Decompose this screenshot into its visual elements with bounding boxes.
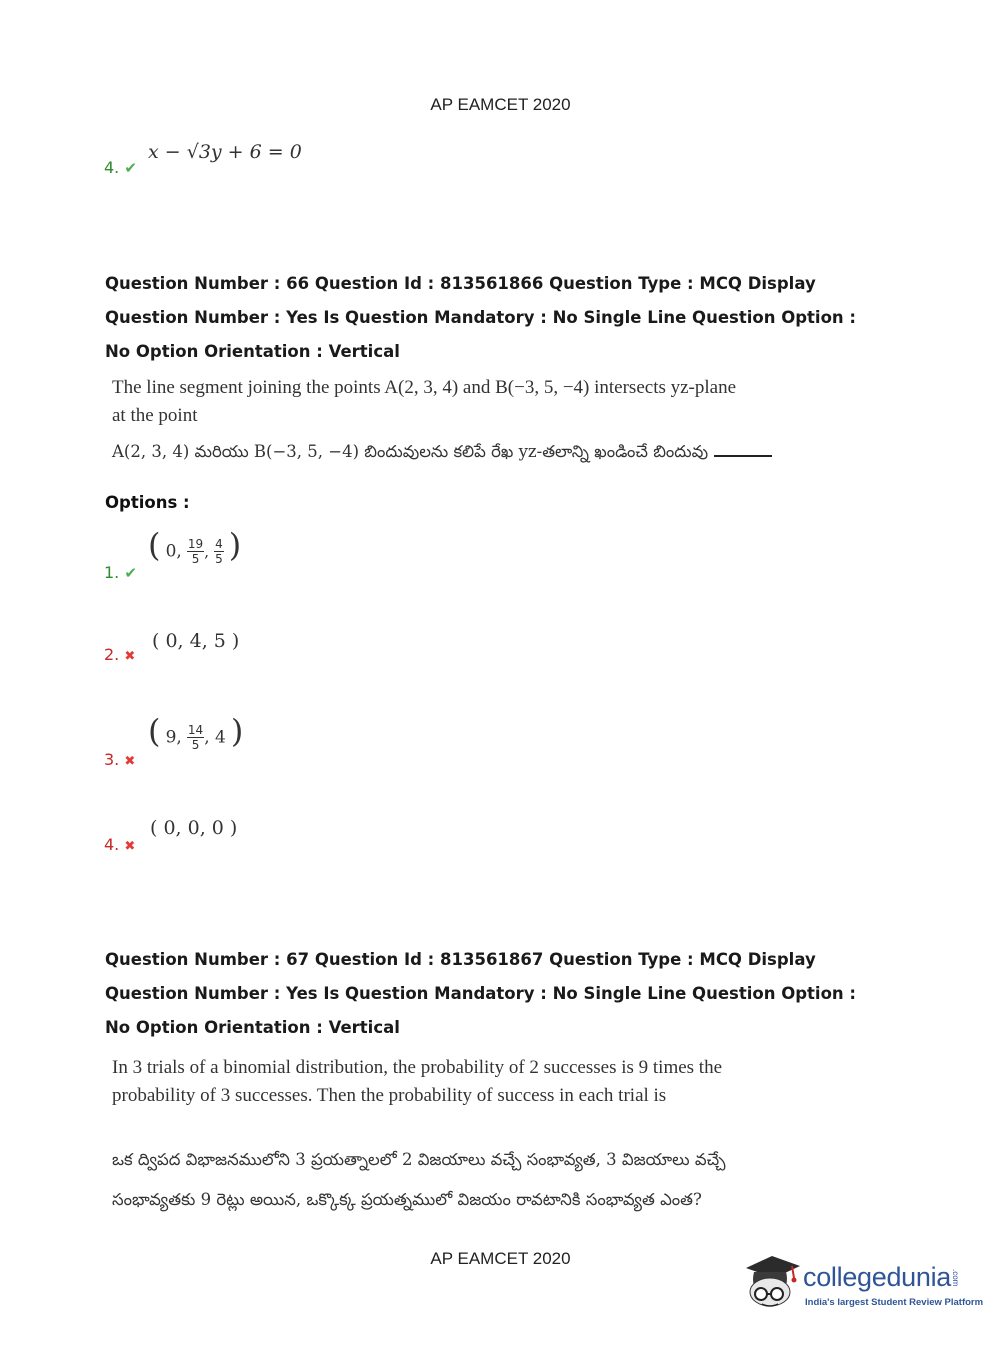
collegedunia-logo[interactable] bbox=[803, 1262, 960, 1293]
logo-tagline: India's largest Student Review Platform bbox=[805, 1297, 984, 1308]
option-number: 2. bbox=[104, 645, 120, 664]
option-2-marker bbox=[104, 645, 135, 664]
fraction bbox=[214, 537, 224, 566]
prev-option-4 bbox=[104, 158, 137, 177]
right-paren: ) bbox=[228, 526, 242, 564]
left-paren: ( bbox=[148, 526, 161, 564]
option-number: 4. bbox=[104, 835, 120, 854]
numerator: 19 bbox=[187, 537, 204, 551]
option-4-marker bbox=[104, 835, 135, 854]
prev-option-equation: x − √3y + 6 = 0 bbox=[148, 141, 302, 163]
option-3-part: 9, bbox=[165, 727, 182, 748]
option-number: 4. bbox=[104, 158, 120, 177]
option-number: 3. bbox=[104, 750, 120, 769]
question-66-meta: Question Number : 66 Question Id : 813561866 Question Type : MCQ Display Question Number : Yes Is Question Mandatory : No Single Line Question Option : No Option Orientation : Vertical bbox=[105, 274, 857, 361]
page-footer: AP EAMCET 2020 bbox=[430, 1249, 571, 1268]
options-label: Options : bbox=[105, 493, 190, 512]
collegedunia-mascot-icon bbox=[742, 1250, 802, 1312]
option-1-marker bbox=[104, 563, 137, 582]
logo-suffix: .com bbox=[951, 1268, 961, 1286]
denominator: 5 bbox=[191, 738, 200, 752]
comma: , bbox=[204, 542, 209, 561]
question-67-stem-te: ఒక ద్విపద విభాజనములోని 3 ప్రయత్నాలలో 2 విజయాలు వచ్చే సంభావ్యత, 3 విజయాలు వచ్చే సంభావ్యతకు 9 రెట్లు అయిన, ఒక్కొక్క ప్రయత్నములో విజయం రావటానికి సంభావ్యత ఎంత? bbox=[112, 1150, 726, 1209]
option-3-value[interactable] bbox=[148, 712, 243, 760]
question-67-stem-en: In 3 trials of a binomial distribution, the probability of 2 successes is 9 times the probability of 3 successes. Then the probability of success in each trial is bbox=[112, 1057, 723, 1106]
question-66-stem-te bbox=[112, 432, 732, 472]
check-icon: ✔ bbox=[124, 159, 137, 177]
stem-te-text: A(2, 3, 4) మరియు B(−3, 5, −4) బిందువులను కలిపే రేఖ yz-తలాన్ని ఖండించే బిందువు bbox=[112, 442, 709, 461]
cross-icon: ✖ bbox=[124, 754, 136, 769]
option-2-value[interactable]: ( 0, 4, 5 ) bbox=[152, 630, 240, 652]
numerator: 14 bbox=[187, 723, 204, 737]
option-1-value[interactable] bbox=[148, 526, 241, 574]
right-paren: ) bbox=[230, 712, 244, 750]
check-icon: ✔ bbox=[124, 564, 137, 582]
numerator: 4 bbox=[215, 537, 223, 551]
fraction bbox=[187, 723, 204, 752]
left-paren: ( bbox=[148, 712, 161, 750]
option-3-marker bbox=[104, 750, 135, 769]
page-header: AP EAMCET 2020 bbox=[430, 95, 571, 114]
cross-icon: ✖ bbox=[124, 649, 136, 664]
question-66-stem-en: The line segment joining the points A(2, 3, 4) and B(−3, 5, −4) intersects yz-plane at the point bbox=[112, 377, 737, 426]
option-3-part-tail: , 4 bbox=[204, 727, 226, 748]
option-1-part: 0, bbox=[165, 541, 182, 562]
denominator: 5 bbox=[191, 552, 200, 566]
option-number: 1. bbox=[104, 563, 120, 582]
option-4-value[interactable]: ( 0, 0, 0 ) bbox=[150, 817, 238, 839]
logo-name: collegedunia bbox=[803, 1262, 952, 1292]
cross-icon: ✖ bbox=[124, 839, 136, 854]
fraction bbox=[187, 537, 204, 566]
denominator: 5 bbox=[215, 552, 223, 566]
answer-blank bbox=[714, 455, 772, 457]
question-67-meta: Question Number : 67 Question Id : 813561867 Question Type : MCQ Display Question Number : Yes Is Question Mandatory : No Single Line Question Option : No Option Orientation : Vertical bbox=[105, 950, 857, 1037]
